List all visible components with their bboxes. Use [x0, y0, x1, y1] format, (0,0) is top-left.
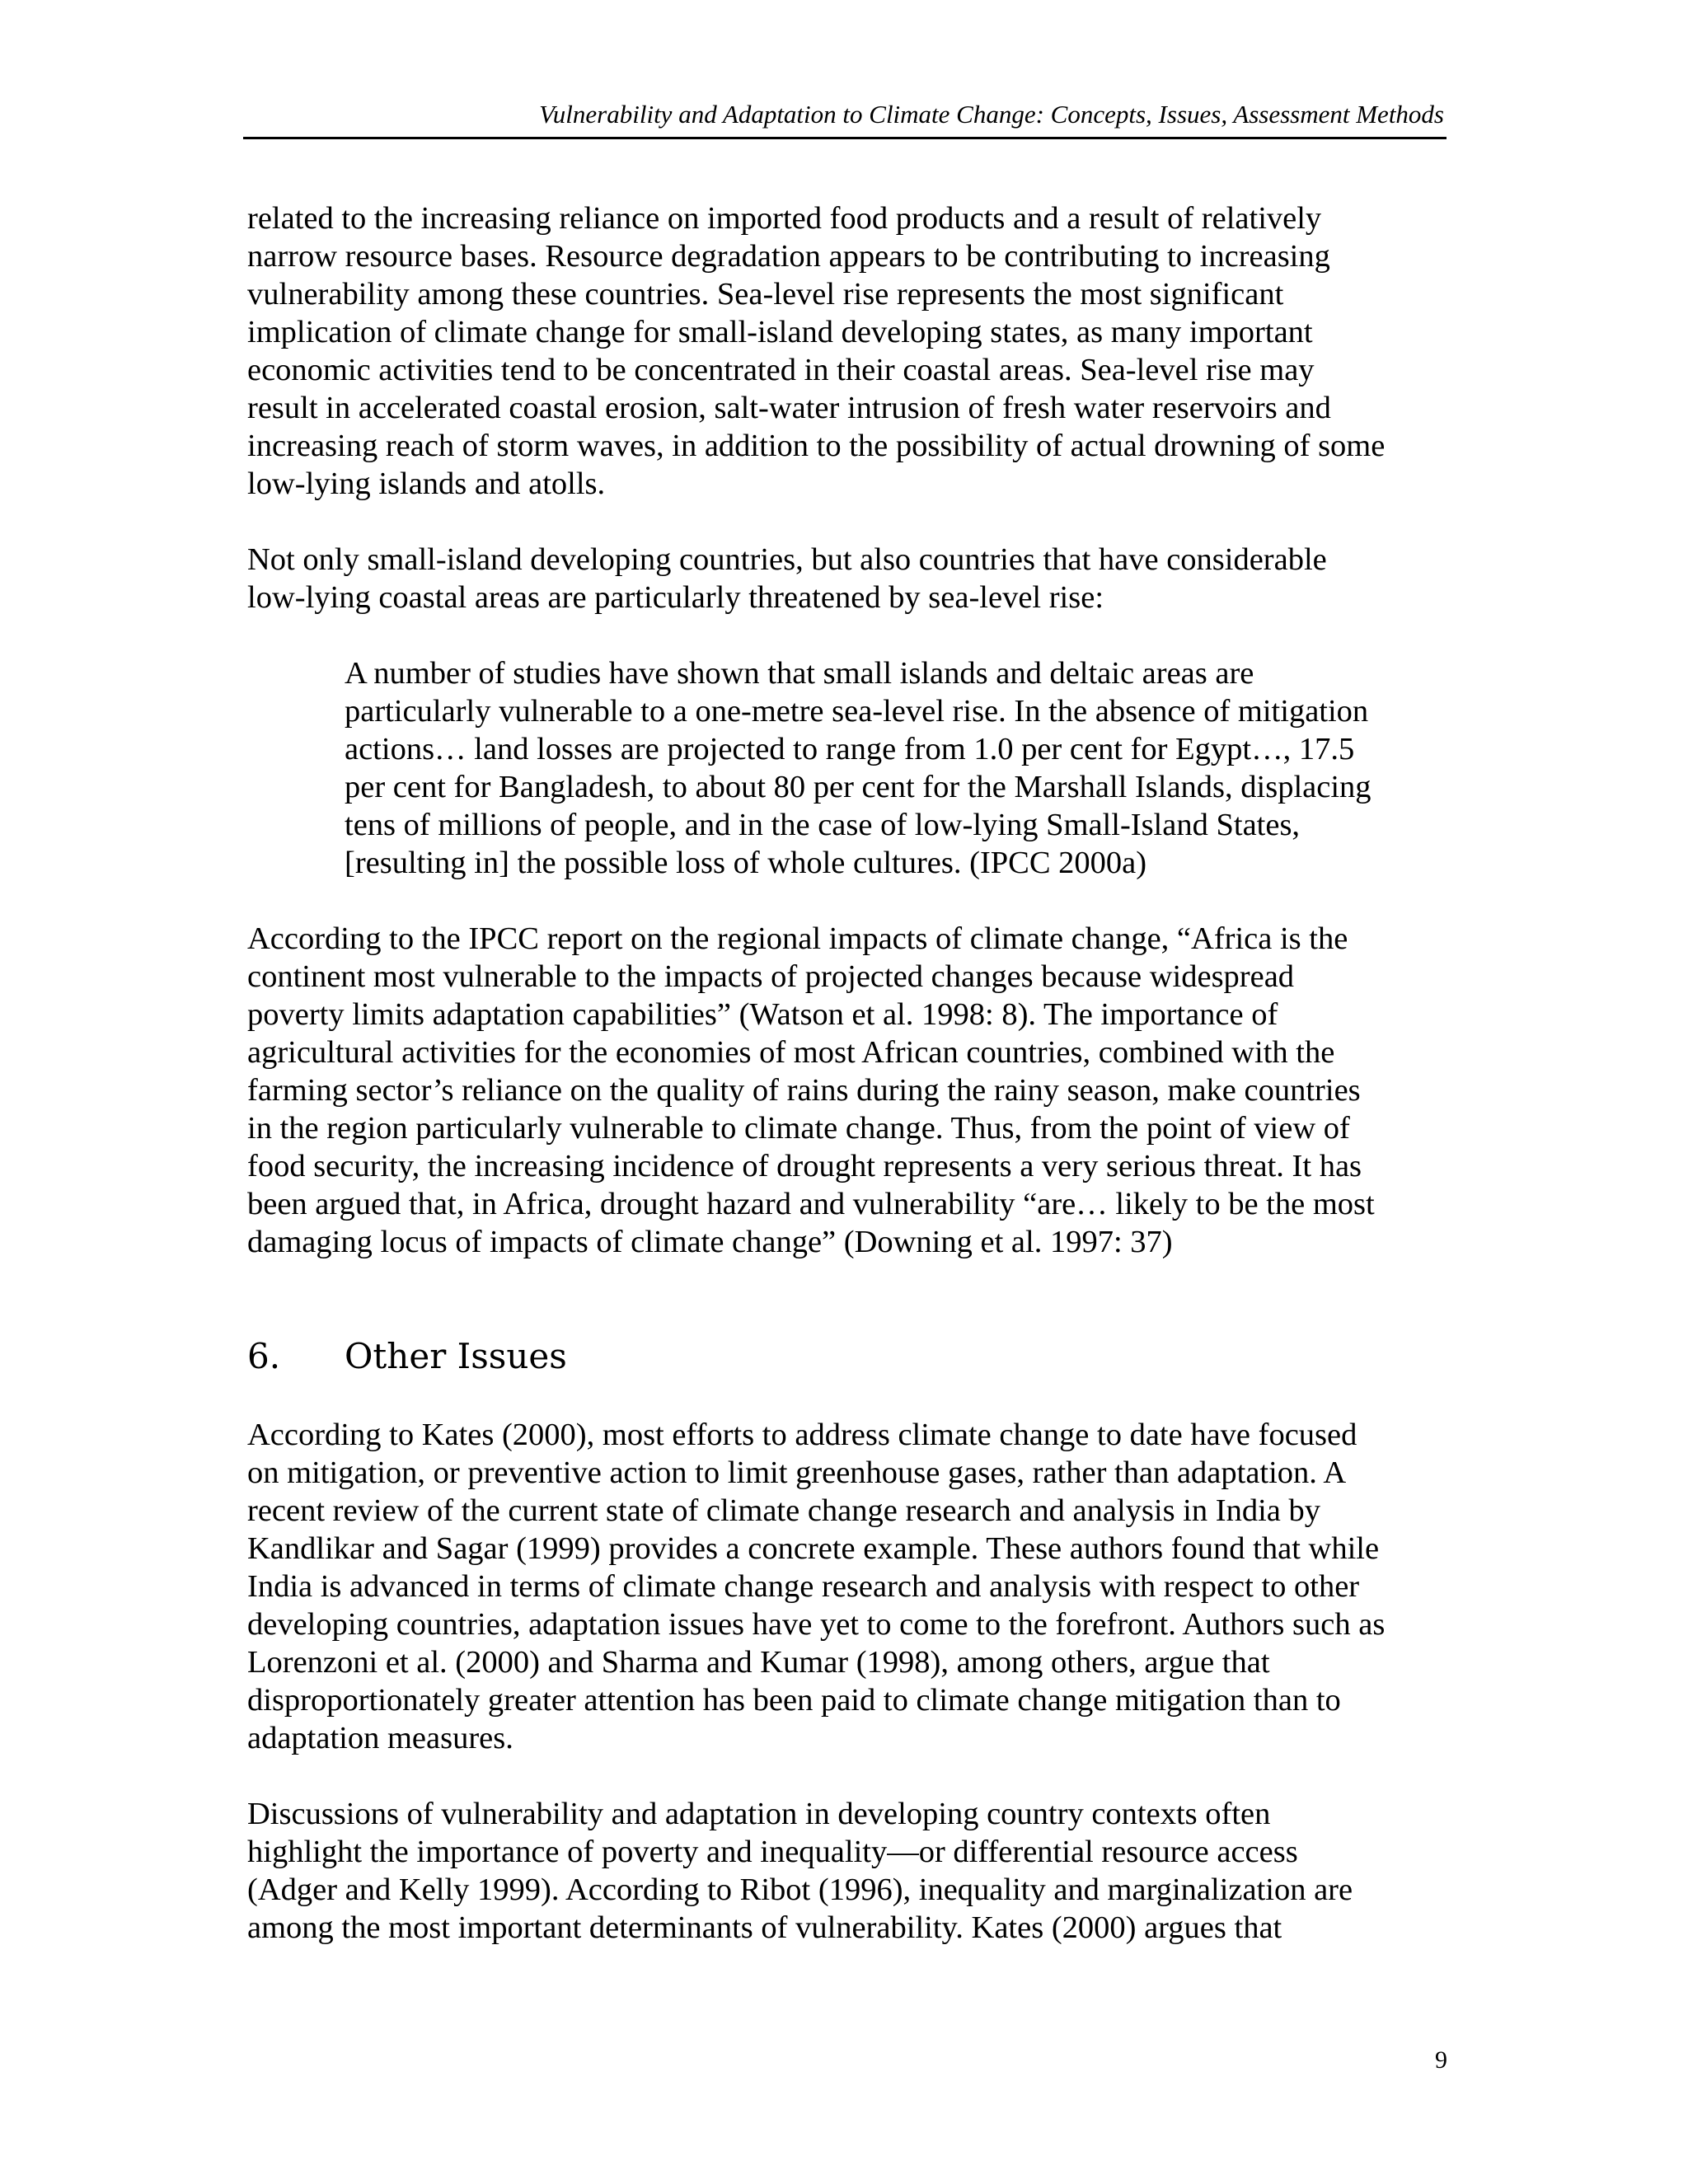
paragraph-line: increasing reach of storm waves, in addition to the possibility of actual drowning of some	[247, 429, 1386, 463]
paragraph-line: (Adger and Kelly 1999). According to Ribot (1996), inequality and marginalization are	[247, 1872, 1353, 1907]
paragraph-line: implication of climate change for small-island developing states, as many important	[247, 315, 1313, 349]
block-quote-line: per cent for Bangladesh, to about 80 per cent for the Marshall Islands, displacing	[345, 770, 1372, 804]
paragraph-line: India is advanced in terms of climate change research and analysis with respect to other	[247, 1569, 1360, 1604]
paragraph-line: low-lying islands and atolls.	[247, 466, 606, 501]
paragraph-line: food security, the increasing incidence of drought represents a very serious threat. It has	[247, 1149, 1362, 1183]
block-quote-line: particularly vulnerable to a one-metre sea-level rise. In the absence of mitigation	[345, 694, 1369, 729]
block-quote-line: actions… land losses are projected to range from 1.0 per cent for Egypt…, 17.5	[345, 732, 1355, 766]
page-number: 9	[1435, 2046, 1447, 2074]
paragraph-line: According to Kates (2000), most efforts to address climate change to date have focused	[247, 1418, 1357, 1452]
block-quote-line: A number of studies have shown that small islands and deltaic areas are	[345, 656, 1254, 691]
paragraph-line: Discussions of vulnerability and adaptation in developing country contexts often	[247, 1797, 1271, 1831]
paragraph-line: related to the increasing reliance on imported food products and a result of relatively	[247, 201, 1322, 236]
block-quote-line: [resulting in] the possible loss of whole cultures. (IPCC 2000a)	[345, 846, 1147, 880]
paragraph-line: damaging locus of impacts of climate change” (Downing et al. 1997: 37)	[247, 1225, 1173, 1259]
paragraph-line: developing countries, adaptation issues have yet to come to the forefront. Authors such as	[247, 1607, 1386, 1642]
paragraph-line: disproportionately greater attention has been paid to climate change mitigation than to	[247, 1683, 1341, 1718]
paragraph-line: poverty limits adaptation capabilities” (Watson et al. 1998: 8). The importance of	[247, 997, 1278, 1032]
paragraph-line: vulnerability among these countries. Sea-level rise represents the most significant	[247, 277, 1284, 312]
section-number: 6.	[247, 1336, 281, 1376]
paragraph-line: According to the IPCC report on the regional impacts of climate change, “Africa is the	[247, 921, 1348, 956]
running-header-title: Vulnerability and Adaptation to Climate Change: Concepts, Issues, Assessment Methods	[539, 100, 1444, 129]
section-title: Other Issues	[345, 1336, 567, 1376]
paragraph-line: low-lying coastal areas are particularly threatened by sea-level rise:	[247, 580, 1104, 615]
running-header	[243, 97, 1447, 139]
paragraph-line: on mitigation, or preventive action to limit greenhouse gases, rather than adaptation. A	[247, 1455, 1347, 1490]
paragraph-line: result in accelerated coastal erosion, salt-water intrusion of fresh water reservoirs and	[247, 391, 1331, 425]
paragraph-line: narrow resource bases. Resource degradation appears to be contributing to increasing	[247, 239, 1330, 274]
paragraph-line: recent review of the current state of climate change research and analysis in India by	[247, 1493, 1320, 1528]
paragraph-line: highlight the importance of poverty and inequality—or differential resource access	[247, 1835, 1298, 1869]
paragraph-line: adaptation measures.	[247, 1721, 513, 1755]
paragraph-line: farming sector’s reliance on the quality of rains during the rainy season, make countries	[247, 1073, 1361, 1108]
block-quote-line: tens of millions of people, and in the case of low-lying Small-Island States,	[345, 808, 1301, 842]
paragraph-line: among the most important determinants of vulnerability. Kates (2000) argues that	[247, 1910, 1282, 1945]
paragraph-line: Lorenzoni et al. (2000) and Sharma and Kumar (1998), among others, argue that	[247, 1645, 1270, 1680]
paragraph-line: economic activities tend to be concentrated in their coastal areas. Sea-level rise may	[247, 353, 1315, 387]
paragraph-line: Kandlikar and Sagar (1999) provides a concrete example. These authors found that while	[247, 1531, 1380, 1566]
paragraph-line: Not only small-island developing countries, but also countries that have considerable	[247, 542, 1327, 577]
paragraph-line: in the region particularly vulnerable to climate change. Thus, from the point of view of	[247, 1111, 1350, 1146]
paragraph-line: continent most vulnerable to the impacts of projected changes because widespread	[247, 959, 1295, 994]
paragraph-line: agricultural activities for the economies of most African countries, combined with the	[247, 1035, 1335, 1070]
paragraph-line: been argued that, in Africa, drought hazard and vulnerability “are… likely to be the most	[247, 1187, 1375, 1221]
